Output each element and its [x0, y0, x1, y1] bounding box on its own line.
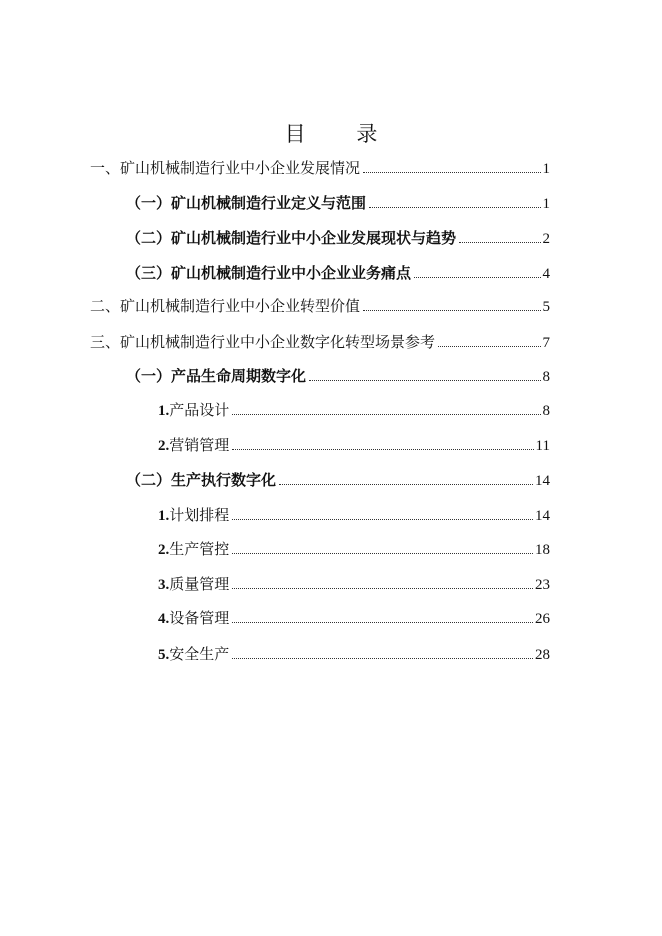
toc-entry-label: 生产管控	[169, 540, 230, 558]
toc-entry[interactable]	[158, 607, 550, 629]
toc-entry[interactable]	[158, 573, 550, 595]
toc-entry-text	[158, 434, 229, 457]
toc-entry[interactable]	[126, 365, 550, 387]
dot-leader	[459, 241, 540, 243]
toc-entry[interactable]	[126, 262, 550, 284]
toc-entry-page: 1	[542, 161, 550, 177]
toc-entry[interactable]	[126, 192, 550, 214]
toc-entry[interactable]	[158, 504, 550, 526]
dot-leader	[232, 587, 533, 589]
toc-entry-number: 2.	[158, 542, 170, 558]
dot-leader	[438, 345, 540, 347]
toc-entry-page: 23	[535, 577, 550, 593]
toc-entry-text	[158, 399, 229, 422]
toc-entry-number: 5.	[158, 647, 170, 663]
toc-entry-page: 4	[542, 266, 550, 282]
dot-leader	[363, 309, 540, 311]
toc-entry-page: 8	[542, 403, 550, 419]
toc-entry-label: （二）生产执行数字化	[126, 471, 277, 489]
toc-entry[interactable]	[90, 295, 550, 317]
toc-entry-text	[158, 504, 229, 527]
toc-entry-label: 质量管理	[169, 575, 230, 593]
toc-entry-label: （二）矿山机械制造行业中小企业发展现状与趋势	[126, 229, 457, 247]
toc-entry-page: 5	[542, 299, 550, 315]
toc-entry-number: 1.	[158, 508, 170, 524]
toc-entry-label: 一、矿山机械制造行业中小企业发展情况	[90, 159, 361, 177]
toc-entry-number: 2.	[158, 438, 170, 454]
toc-entry-label: 二、矿山机械制造行业中小企业转型价值	[90, 297, 361, 315]
toc-entry-label: 三、矿山机械制造行业中小企业数字化转型场景参考	[90, 333, 436, 351]
toc-entry[interactable]	[90, 331, 550, 353]
toc-entry-text	[158, 643, 229, 666]
dot-leader	[309, 379, 540, 381]
toc-entry-page: 11	[535, 438, 550, 454]
toc-entry-text	[158, 538, 229, 561]
toc-entry-page: 18	[535, 542, 550, 558]
dot-leader	[232, 448, 533, 450]
toc-entry-text	[158, 607, 229, 630]
toc-entry-label: 安全生产	[169, 645, 230, 663]
toc-entry-label: （一）产品生命周期数字化	[126, 367, 307, 385]
toc-entry[interactable]	[158, 643, 550, 665]
toc-entry-page: 14	[535, 473, 550, 489]
toc-entry[interactable]	[126, 227, 550, 249]
dot-leader	[232, 413, 540, 415]
dot-leader	[363, 171, 540, 173]
dot-leader	[369, 206, 540, 208]
toc-entry[interactable]	[158, 538, 550, 560]
toc-entry[interactable]	[126, 469, 550, 491]
toc-entry-number: 1.	[158, 403, 170, 419]
dot-leader	[232, 552, 533, 554]
toc-entry-page: 14	[535, 508, 550, 524]
toc-entry-number: 4.	[158, 611, 170, 627]
toc-entry-page: 26	[535, 611, 550, 627]
toc-entry-page: 1	[542, 196, 550, 212]
toc-entry-page: 7	[542, 335, 550, 351]
toc-entry-label: （三）矿山机械制造行业中小企业业务痛点	[126, 264, 412, 282]
dot-leader	[414, 276, 540, 278]
toc-entry-number: 3.	[158, 577, 170, 593]
toc-entry-page: 2	[542, 231, 550, 247]
toc-entry-label: 计划排程	[169, 506, 230, 524]
toc-entry[interactable]	[158, 399, 550, 421]
toc-entry-label: 营销管理	[169, 436, 230, 454]
dot-leader	[279, 483, 533, 485]
toc-entry[interactable]	[90, 157, 550, 179]
toc-entry-page: 28	[535, 647, 550, 663]
toc-entry[interactable]	[158, 434, 550, 456]
dot-leader	[232, 657, 533, 659]
toc-title: 目 录	[284, 122, 400, 146]
toc-entry-text	[158, 573, 229, 596]
toc-entry-label: （一）矿山机械制造行业定义与范围	[126, 194, 367, 212]
toc-entry-label: 产品设计	[169, 401, 230, 419]
toc-entry-label: 设备管理	[169, 609, 230, 627]
toc-entry-page: 8	[542, 369, 550, 385]
dot-leader	[232, 621, 533, 623]
dot-leader	[232, 518, 533, 520]
